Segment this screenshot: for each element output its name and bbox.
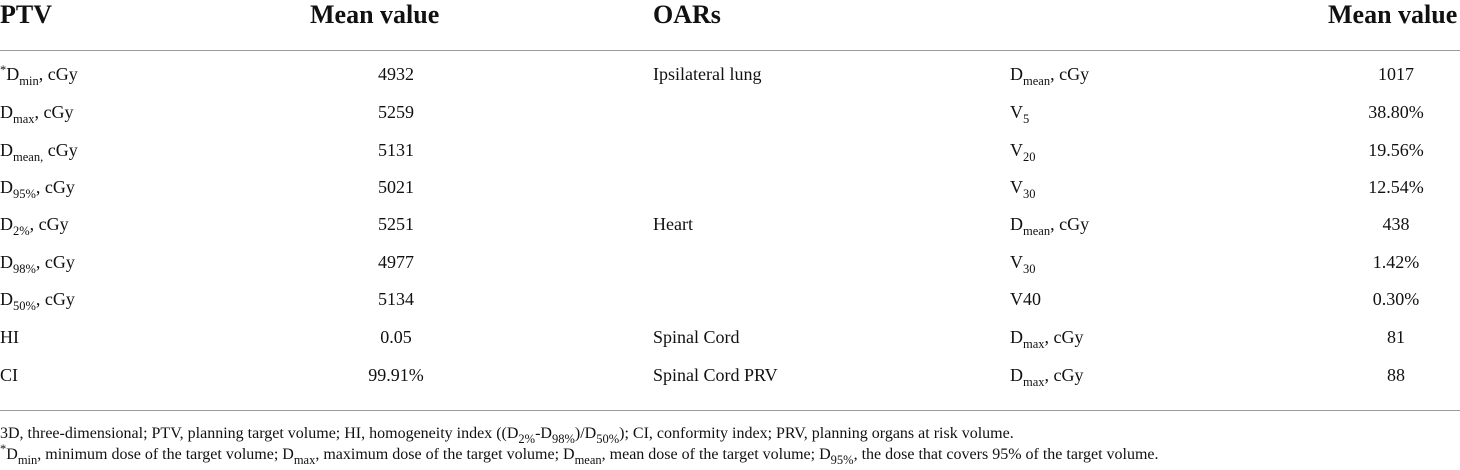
- parameter-subscript: mean,: [13, 150, 44, 164]
- metric-subscript: 20: [1023, 150, 1036, 164]
- oar-name: [653, 64, 761, 85]
- footnote-text: , mean dose of the target volume; D: [601, 446, 831, 463]
- parameter-subscript: 2%: [13, 224, 30, 238]
- header-ptv: PTV: [0, 0, 52, 29]
- parameter-unit: , cGy: [35, 177, 75, 197]
- footnote-subscript: max: [293, 453, 316, 467]
- oar-name: [653, 327, 740, 348]
- ptv-mean-value: [296, 177, 496, 198]
- parameter-symbol: D: [0, 289, 13, 309]
- oar-mean-value: [1296, 252, 1460, 273]
- ptv-parameter: [0, 327, 19, 348]
- metric-subscript: 30: [1023, 262, 1036, 276]
- ptv-parameter: [0, 63, 78, 88]
- value-text: 81: [1387, 327, 1405, 347]
- oar-metric: [1010, 365, 1084, 389]
- oar-mean-value: [1296, 327, 1460, 348]
- oar-name: [653, 214, 693, 235]
- value-text: 438: [1382, 214, 1410, 234]
- metric-unit: , cGy: [1044, 327, 1084, 347]
- value-text: 19.56%: [1368, 140, 1424, 160]
- metric-subscript: mean: [1023, 224, 1051, 238]
- metric-symbol: D: [1010, 365, 1023, 385]
- metric-symbol: V: [1010, 102, 1023, 122]
- oar-mean-value: [1296, 214, 1460, 235]
- value-text: 0.05: [380, 327, 412, 347]
- ptv-mean-value: [296, 252, 496, 273]
- metric-subscript: max: [1023, 337, 1045, 351]
- oar-mean-value: [1296, 177, 1460, 198]
- value-text: 4932: [378, 64, 414, 84]
- metric-subscript: 30: [1023, 187, 1036, 201]
- table-bottom-rule: [0, 410, 1460, 411]
- oar-label: Spinal Cord PRV: [653, 365, 778, 385]
- footnote-text: D: [6, 446, 18, 463]
- value-text: 5021: [378, 177, 414, 197]
- parameter-subscript: 98%: [13, 262, 36, 276]
- parameter-unit: cGy: [43, 140, 78, 160]
- footnote-subscript: mean: [574, 453, 602, 467]
- value-text: 88: [1387, 365, 1405, 385]
- ptv-mean-value: [296, 365, 496, 386]
- value-text: 0.30%: [1372, 289, 1420, 309]
- oar-metric: [1010, 64, 1090, 88]
- footnote-text: 3D, three-dimensional; PTV, planning target volume; HI, homogeneity index ((D: [0, 425, 519, 442]
- oar-metric: [1010, 252, 1036, 276]
- ptv-parameter: [0, 289, 75, 313]
- parameter-unit: , cGy: [29, 214, 69, 234]
- value-text: 5251: [378, 214, 414, 234]
- parameter-unit: , cGy: [34, 102, 74, 122]
- value-text: 5131: [378, 140, 414, 160]
- header-mean-value-ptv: Mean value: [310, 0, 440, 29]
- metric-symbol: V: [1010, 140, 1023, 160]
- footnote-text: )/D: [574, 425, 597, 442]
- ptv-parameter: [0, 140, 78, 164]
- value-text: 4977: [378, 252, 414, 272]
- parameter-subscript: 95%: [13, 187, 36, 201]
- footnote-subscript: 98%: [551, 432, 575, 446]
- ptv-mean-value: [296, 327, 496, 348]
- parameter-symbol: CI: [0, 365, 18, 385]
- footnote-subscript: min: [17, 453, 38, 467]
- parameter-subscript: 50%: [13, 299, 36, 313]
- metric-symbol: V: [1010, 252, 1023, 272]
- oar-mean-value: [1296, 102, 1460, 123]
- oar-mean-value: [1296, 140, 1460, 161]
- value-text: 5259: [378, 102, 414, 122]
- ptv-mean-value: [296, 289, 496, 310]
- parameter-symbol: HI: [0, 327, 19, 347]
- metric-symbol: V40: [1010, 289, 1041, 309]
- oar-mean-value: [1296, 365, 1460, 386]
- parameter-unit: , cGy: [35, 252, 75, 272]
- oar-metric: [1010, 214, 1090, 238]
- footnote-text: -D: [535, 425, 552, 442]
- value-text: 38.80%: [1368, 102, 1424, 122]
- parameter-symbol: D: [0, 252, 13, 272]
- value-text: 5134: [378, 289, 414, 309]
- parameter-unit: , cGy: [38, 64, 78, 84]
- ptv-mean-value: [296, 64, 496, 85]
- value-text: 1017: [1378, 64, 1414, 84]
- metric-symbol: D: [1010, 64, 1023, 84]
- parameter-subscript: min: [19, 74, 39, 88]
- footnote-subscript: 95%: [830, 453, 854, 467]
- footnote-text: ); CI, conformity index; PRV, planning organs at risk volume.: [619, 425, 1014, 442]
- footnote-dose-definitions: [0, 442, 1159, 467]
- oar-metric: [1010, 140, 1036, 164]
- metric-symbol: V: [1010, 177, 1023, 197]
- oar-mean-value: [1296, 289, 1460, 310]
- oar-metric: [1010, 289, 1041, 310]
- parameter-subscript: max: [13, 112, 35, 126]
- metric-subscript: 5: [1023, 112, 1030, 126]
- oar-metric: [1010, 327, 1084, 351]
- footnote-marker: *: [0, 442, 7, 456]
- oar-metric: [1010, 177, 1036, 201]
- ptv-mean-value: [296, 214, 496, 235]
- oar-name: [653, 365, 778, 386]
- footnote-text: , minimum dose of the target volume; D: [37, 446, 294, 463]
- parameter-symbol: D: [0, 177, 13, 197]
- footnote-subscript: 50%: [596, 432, 620, 446]
- ptv-parameter: [0, 252, 75, 276]
- ptv-parameter: [0, 177, 75, 201]
- value-text: 99.91%: [368, 365, 424, 385]
- ptv-parameter: [0, 102, 74, 126]
- metric-unit: , cGy: [1044, 365, 1084, 385]
- oar-mean-value: [1296, 64, 1460, 85]
- footnote-text: , maximum dose of the target volume; D: [315, 446, 575, 463]
- header-mean-value-oars: Mean value: [1328, 0, 1458, 29]
- parameter-symbol: D: [0, 102, 13, 122]
- oar-label: Heart: [653, 214, 693, 234]
- header-oars: OARs: [653, 0, 721, 29]
- parameter-symbol: D: [0, 214, 13, 234]
- ptv-parameter: [0, 365, 18, 386]
- metric-subscript: mean: [1023, 74, 1051, 88]
- value-text: 12.54%: [1368, 177, 1424, 197]
- metric-subscript: max: [1023, 375, 1045, 389]
- parameter-unit: , cGy: [35, 289, 75, 309]
- footnote-marker: *: [0, 63, 7, 77]
- metric-unit: , cGy: [1050, 64, 1090, 84]
- header-rule: [0, 50, 1460, 51]
- footnote-subscript: 2%: [518, 432, 536, 446]
- ptv-mean-value: [296, 140, 496, 161]
- value-text: 1.42%: [1372, 252, 1420, 272]
- metric-symbol: D: [1010, 327, 1023, 347]
- metric-symbol: D: [1010, 214, 1023, 234]
- parameter-symbol: D: [6, 64, 20, 84]
- oar-metric: [1010, 102, 1030, 126]
- footnote-text: , the dose that covers 95% of the target volume.: [853, 446, 1159, 463]
- footnote-abbreviations: [0, 425, 1014, 446]
- ptv-parameter: [0, 214, 69, 238]
- parameter-symbol: D: [0, 140, 13, 160]
- metric-unit: , cGy: [1050, 214, 1090, 234]
- ptv-mean-value: [296, 102, 496, 123]
- oar-label: Spinal Cord: [653, 327, 740, 347]
- oar-label: Ipsilateral lung: [653, 64, 762, 84]
